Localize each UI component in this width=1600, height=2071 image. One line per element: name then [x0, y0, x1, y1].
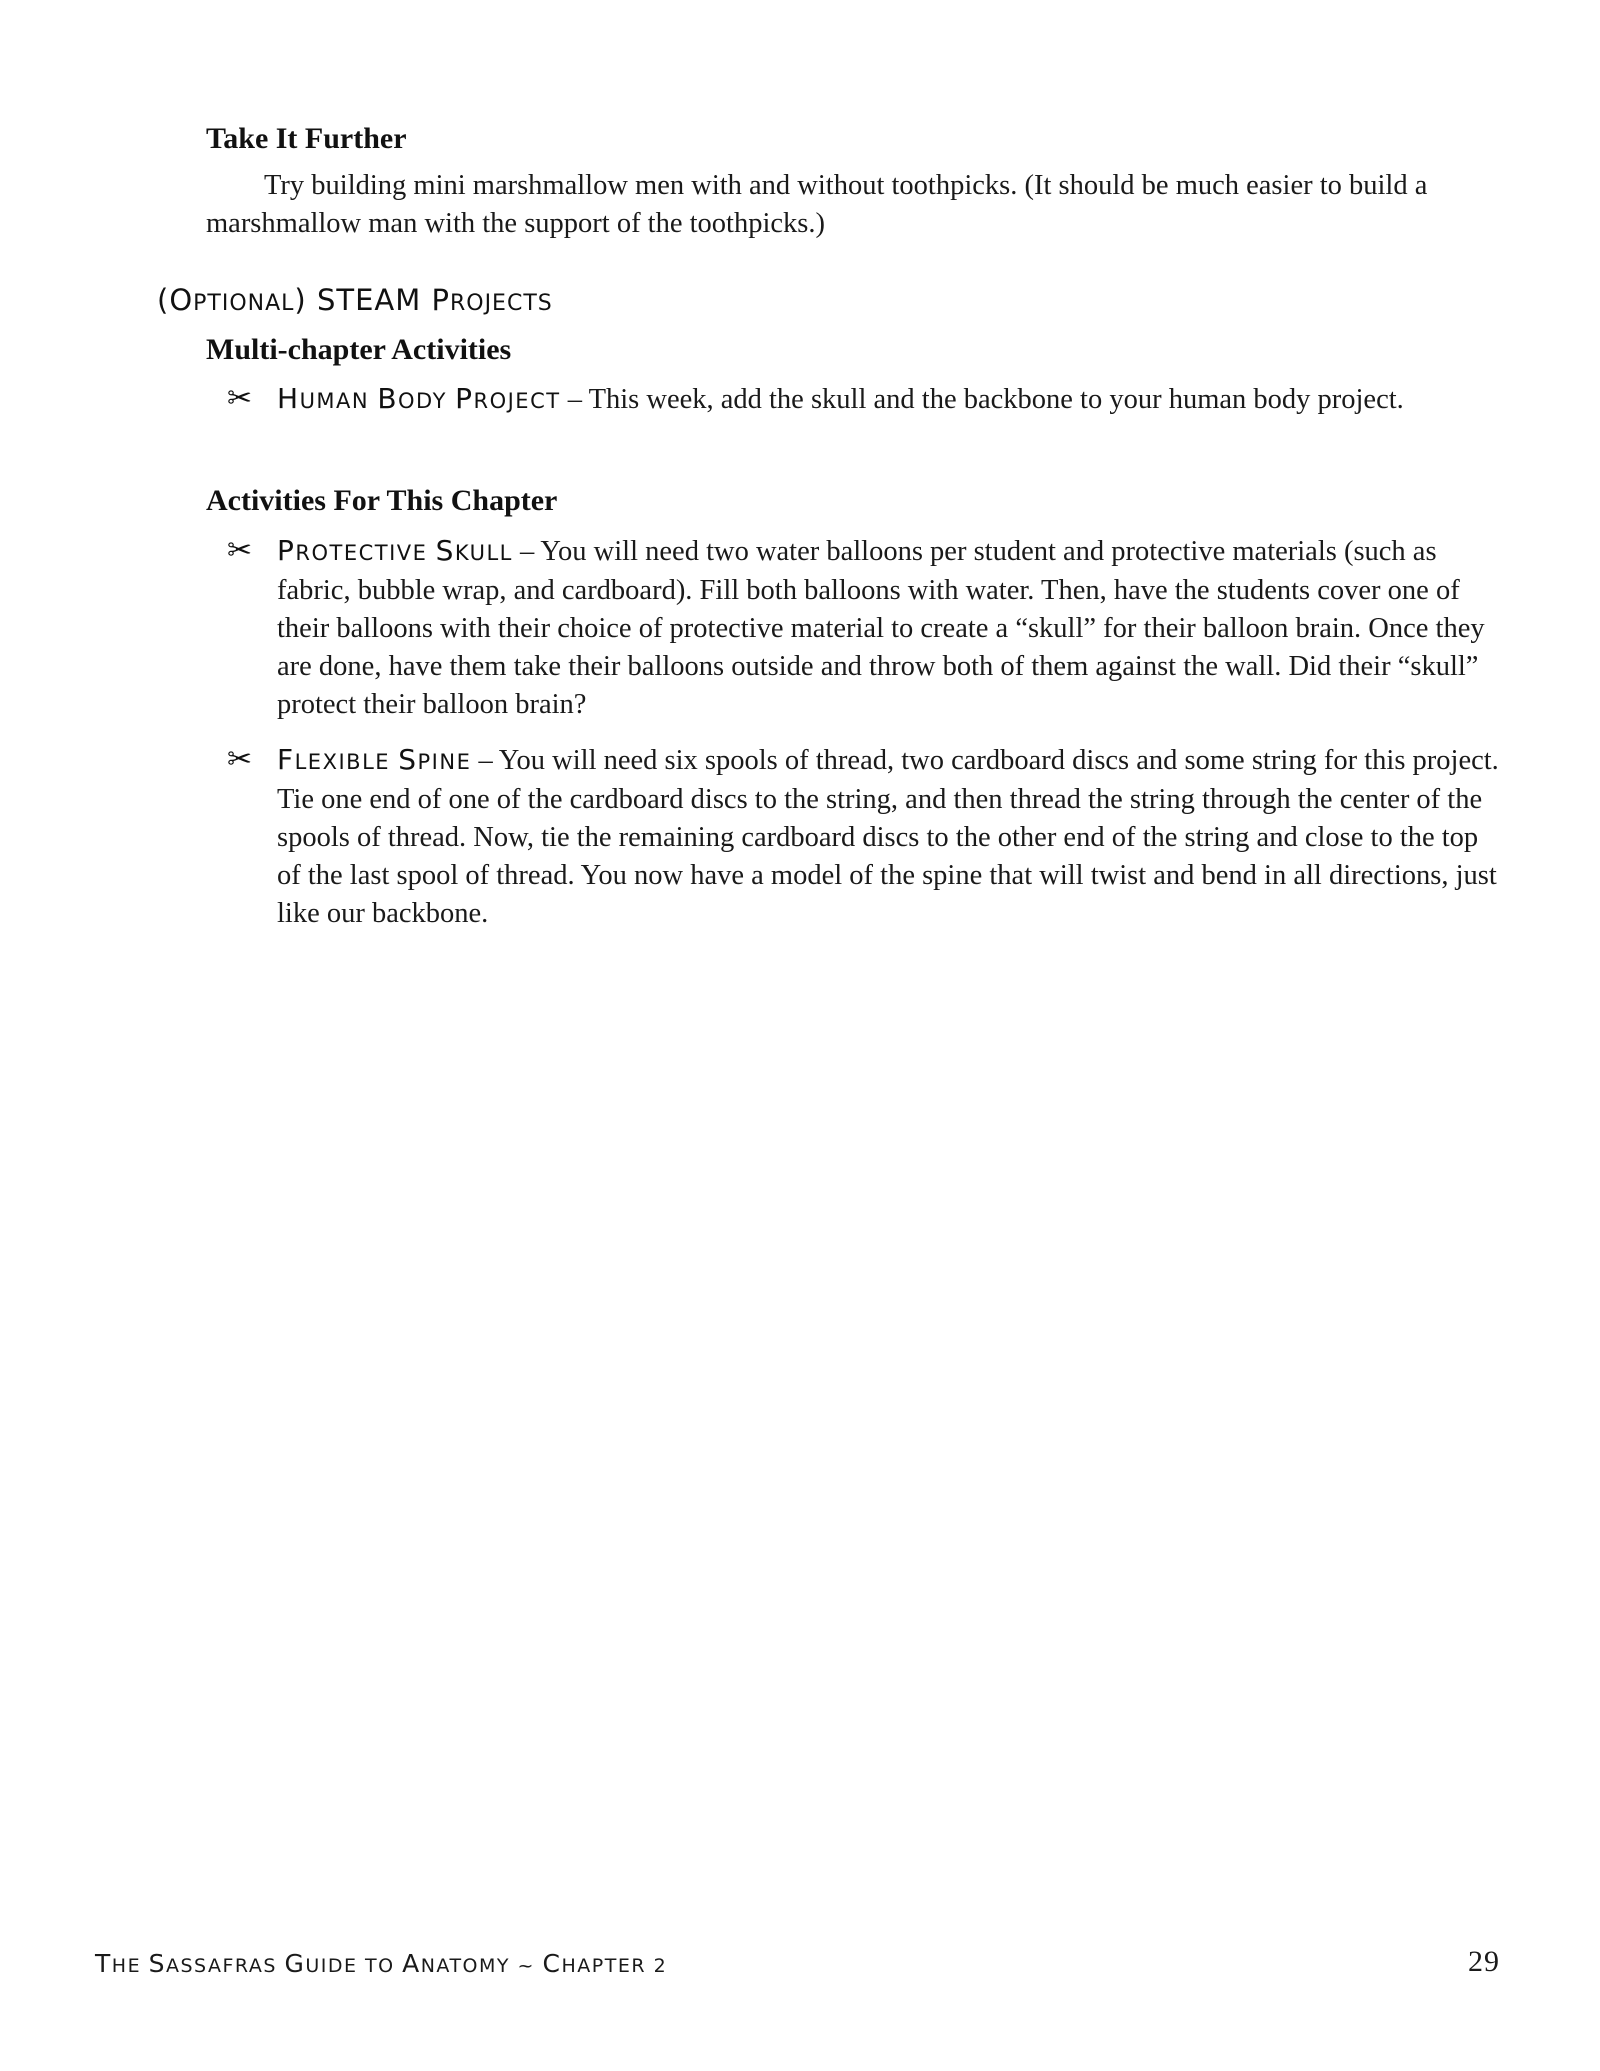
- scissors-icon: ✂: [227, 742, 253, 777]
- list-item-title: [277, 743, 471, 776]
- title-part: ROJECT: [473, 389, 561, 413]
- page-number: 29: [1468, 1945, 1500, 1978]
- footer-part: HE: [111, 1955, 149, 1977]
- title-part: F: [277, 743, 295, 776]
- footer-part: UIDE TO: [305, 1955, 403, 1977]
- separator: –: [512, 536, 541, 567]
- steam-heading-part: ) STEAM P: [294, 283, 450, 317]
- separator: –: [560, 384, 589, 415]
- list-item: [227, 741, 1507, 933]
- footer-part: S: [148, 1949, 166, 1978]
- list-item: [227, 380, 1507, 420]
- title-part: S: [398, 743, 418, 776]
- title-part: PINE: [417, 750, 472, 774]
- scissors-icon: ✂: [227, 533, 253, 568]
- title-part: S: [435, 534, 455, 567]
- list-item: [227, 532, 1507, 724]
- take-it-further-heading: Take It Further: [206, 122, 407, 155]
- list-item-body: This week, add the skull and the backbone to your human body project.: [588, 384, 1404, 415]
- footer-part: G: [284, 1949, 306, 1978]
- title-part: H: [277, 382, 300, 415]
- title-part: LEXIBLE: [294, 750, 399, 774]
- take-it-further-text: [206, 167, 1506, 243]
- list-item-body: You will need two water balloons per student and protective materials (such as fabric, bubble wrap, and cardboard). Fill both balloons with water. Then, have the students cover one of their balloons with their choice of protective material to create a “skull” for their balloon brain. Once they are done, have them take their balloons outside and throw both of them against the wall. Did their “skull” protect their balloon brain?: [277, 536, 1485, 720]
- list-item-text: [277, 380, 1507, 420]
- footer-part: ASSAFRAS: [166, 1955, 285, 1977]
- steam-projects-heading: [157, 282, 553, 322]
- title-part: P: [455, 382, 474, 415]
- title-part: ROTECTIVE: [295, 541, 436, 565]
- footer-part: T: [95, 1949, 112, 1978]
- steam-heading-part: (O: [157, 283, 194, 317]
- this-chapter-heading: Activities For This Chapter: [206, 484, 558, 517]
- title-part: P: [277, 534, 296, 567]
- steam-heading-part: ROJECTS: [449, 291, 553, 316]
- footer-part: C: [542, 1949, 562, 1978]
- footer-part: NATOMY ~: [420, 1955, 543, 1977]
- list-item-title: [277, 382, 561, 415]
- footer-book-title: [95, 1948, 667, 1983]
- footer-part: A: [402, 1949, 421, 1978]
- title-part: UMAN: [299, 389, 378, 413]
- title-part: B: [377, 382, 399, 415]
- list-item-body: You will need six spools of thread, two cardboard discs and some string for this project. Tie one end of one of the cardboard discs to the string, and then thread the string through the center of the spools of thread. Now, tie the remaining cardboard discs to the other end of the string and close to the top of the last spool of thread. You now have a model of the spine that will twist and bend in all directions, just like our backbone.: [277, 745, 1499, 929]
- title-part: KULL: [454, 541, 513, 565]
- list-item-text: [277, 532, 1507, 724]
- take-it-further-text-content: Try building mini marshmallow men with and without toothpicks. (It should be much easier to build a marshmallow man with the support of the toothpicks.): [206, 170, 1428, 239]
- steam-heading-part: PTIONAL: [193, 291, 295, 316]
- footer-part: HAPTER 2: [561, 1955, 668, 1977]
- list-item-title: [277, 534, 513, 567]
- multi-chapter-heading: Multi-chapter Activities: [206, 333, 512, 366]
- separator: –: [471, 745, 499, 776]
- title-part: ODY: [398, 389, 456, 413]
- scissors-icon: ✂: [227, 381, 253, 416]
- list-item-text: [277, 741, 1507, 933]
